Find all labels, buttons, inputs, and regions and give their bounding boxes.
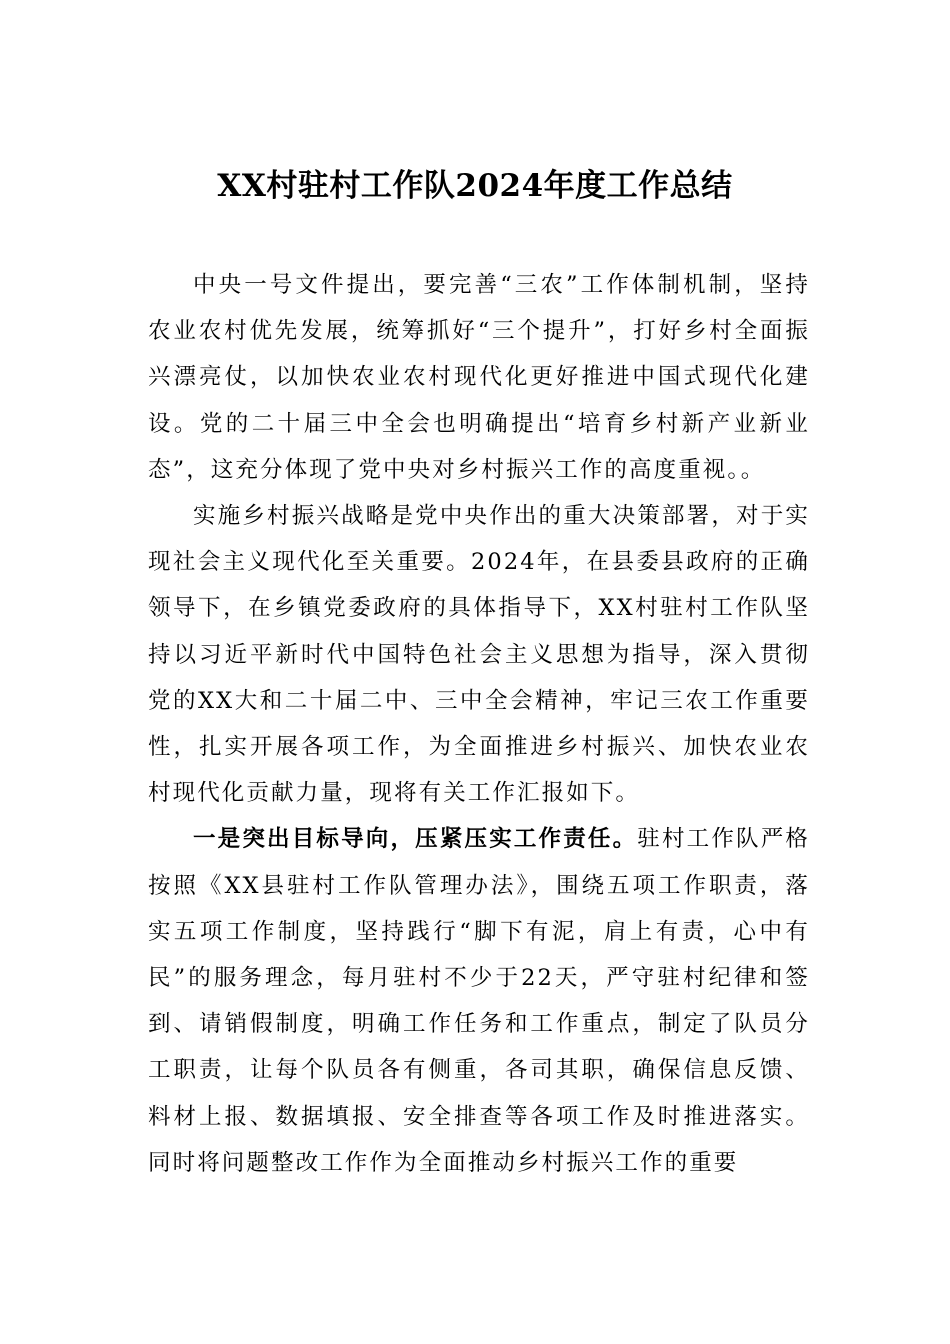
- paragraph-intro: [148, 262, 810, 493]
- paragraph-text: 驻村工作队严格按照《XX县驻村工作队管理办法》，围绕五项工作职责，落实五项工作制度，坚持践行“脚下有泥，肩上有责，心中有民”的服务理念，每月驻村不少于22天，严守驻村纪律和签到、请销假制度，明确工作任务和工作重点，制定了队员分工职责，让每个队员各有侧重，各司其职，确保信息反馈、料材上报、数据填报、安全排查等各项工作及时推进落实。同时将问题整改工作作为全面推动乡村振兴工作的重要: [148, 826, 810, 1176]
- paragraph-text: 实施乡村振兴战略是党中央作出的重大决策部署，对于实现社会主义现代化至关重要。2024年，在县委县政府的正确领导下，在乡镇党委政府的具体指导下，XX村驻村工作队坚持以习近平新时代中国特色社会主义思想为指导，深入贯彻党的XX大和二十届二中、三中全会精神，牢记三农工作重要性，扎实开展各项工作，为全面推进乡村振兴、加快农业农村现代化贡献力量，现将有关工作汇报如下。: [148, 503, 810, 807]
- document-title: XX村驻村工作队2024年度工作总结: [217, 168, 733, 204]
- paragraph-overview: [148, 493, 810, 816]
- paragraph-text: 中央一号文件提出，要完善“三农”工作体制机制，坚持农业农村优先发展，统筹抓好“三个提升”，打好乡村全面振兴漂亮仗，以加快农业农村现代化更好推进中国式现代化建设。党的二十届三中全会也明确提出“培育乡村新产业新业态”，这充分体现了党中央对乡村振兴工作的高度重视。。: [148, 272, 810, 483]
- paragraph-lead: 一是突出目标导向，压紧压实工作责任。: [193, 826, 638, 853]
- paragraph-section-one: [148, 816, 810, 1186]
- document-body: [148, 262, 810, 1186]
